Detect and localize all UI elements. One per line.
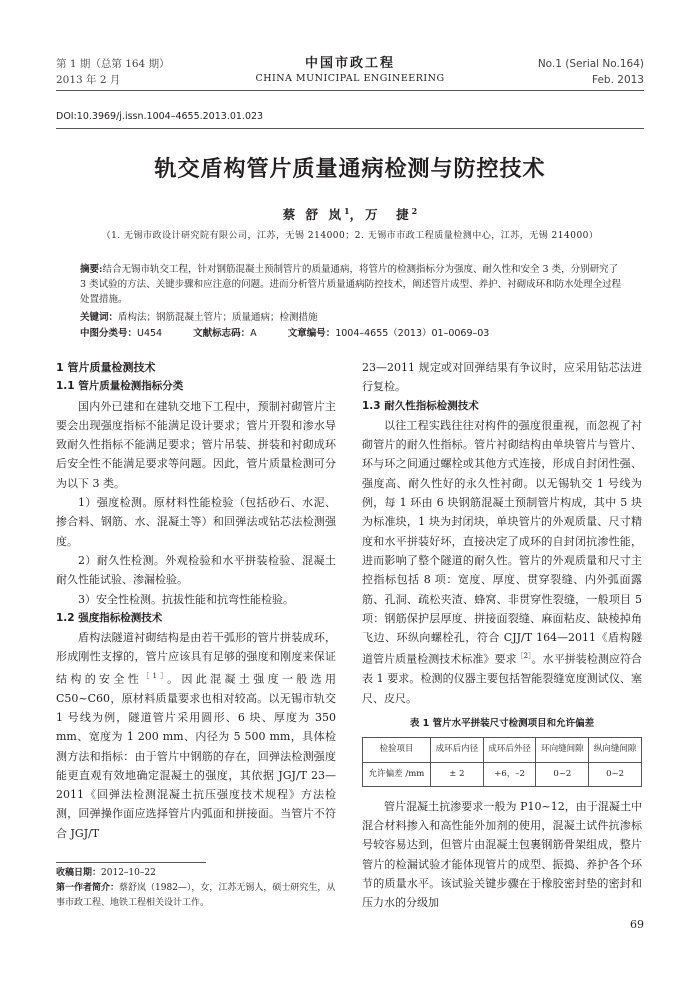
footnote — [56, 866, 341, 911]
citation: ［1］ — [142, 671, 168, 680]
author-name: 蔡 舒 岚 — [282, 207, 345, 222]
data-table — [362, 737, 642, 787]
table-cell: +6，–2 — [483, 762, 536, 786]
author-bio-text: 蔡舒岚（1982—），女，江苏无锡人，硕士研究生，从事市政工程、地铁工程相关设计工作。 — [56, 883, 336, 908]
table-header-row — [363, 738, 642, 762]
table-cell: 允许偏差 /mm — [363, 762, 431, 786]
paragraph: 国内外已建和在建轨交地下工程中，预制衬砌管片主要会出现强度指标不能满足设计要求；管片开裂和渗水导致耐久性指标不能满足要求；管片吊装、拼装和衬砌成环后安全性不能满足要求等问题。因此，管片质量检测可分为以下 3 类。 — [56, 399, 336, 490]
table-header-cell: 环向缝间隙 — [536, 738, 589, 762]
table-cell: 0~2 — [589, 762, 642, 786]
paragraph: 3）安全性检测。抗拔性能和抗弯性能检验。 — [78, 592, 294, 606]
abstract — [80, 262, 625, 307]
table-header-cell: 成环后内径 — [431, 738, 484, 762]
keywords-label: 关键词： — [80, 312, 119, 323]
header-issue-en-block — [538, 56, 644, 88]
footnote-rule — [56, 862, 206, 863]
doi-rule — [56, 128, 644, 129]
article-no-label: 文章编号： — [287, 328, 336, 339]
paragraph-text: 。水平拼装检测应符合表 1 要求。检测的仪器主要包括智能裂缝宽度测试仪、塞尺、皮尺。 — [362, 653, 642, 705]
author-name: 万 捷 — [365, 207, 412, 222]
table-header-cell: 检验项目 — [363, 738, 431, 762]
doc-code-value: A — [250, 328, 257, 339]
paragraph — [362, 416, 642, 708]
classification-line — [80, 326, 625, 341]
received-label: 收稿日期： — [56, 868, 102, 878]
paragraph — [56, 628, 336, 843]
abstract-label: 摘要: — [80, 264, 103, 275]
subsection-heading: 1.3 耐久性指标检测技术 — [362, 399, 479, 412]
received-date — [56, 866, 341, 881]
paragraph: 23—2011 规定或对回弹结果有争议时，应采用钻芯法进行复检。 — [362, 361, 642, 394]
abstract-text: 结合无锡市轨交工程，针对钢筋混凝土预制管片的质量通病，将管片的检测指标分为强度、耐久性和安全 3 类，分别研究了 3 类试验的方法、关键步骤和应注意的问题。进而分析管片质量通病防控技术，阐述管片成型、养护、衬砌成环和防水处理全过程处置措施。 — [80, 264, 622, 305]
clc-value: U454 — [137, 328, 163, 339]
right-column — [362, 358, 642, 913]
paper-title: 轨交盾构管片质量通病检测与防控技术 — [154, 157, 546, 182]
author-bio-label: 第一作者简介： — [56, 883, 120, 893]
subsection-heading: 1.1 管片质量检测指标分类 — [56, 380, 184, 393]
paragraph: 2）耐久性检测。外观检验和水平拼装检验、混凝土耐久性能试验、渗漏检验。 — [56, 553, 336, 587]
header-date-en: Feb. 2013 — [592, 74, 644, 86]
left-column — [56, 358, 336, 843]
table-cell: ± 2 — [431, 762, 484, 786]
header-issue-cn: 第 1 期（总第 164 期） — [56, 58, 170, 70]
author-separator: ， — [349, 207, 366, 222]
paragraph: 管片混凝土抗渗要求一般为 P10~12，由于混凝土中混合材料掺入和高性能外加剂的使用，混凝土试件抗渗标号较容易达到，但管片由混凝土包裹钢筋骨架组成，整片管片的检漏试验才能体现管片的成型、振捣、养护各个环节的质量水平。该试验关键步骤在于橡胶密封垫的密封和压力水的分级加 — [362, 799, 642, 910]
journal-logo: 中国市政工程 — [304, 56, 395, 71]
doc-code-label: 文献标志码： — [193, 328, 251, 339]
paragraph-text: 盾构法隧道衬砌结构是由若干弧形的管片拼装成环，形成刚性支撑的，管片应该具有足够的强度和刚度来保证结构的安全性 — [56, 631, 336, 686]
table-header-cell: 纵向缝间隙 — [589, 738, 642, 762]
page-number: 69 — [630, 918, 644, 931]
author-sup: 2 — [411, 205, 418, 216]
author-sup: 1 — [344, 205, 350, 216]
paragraph: 1）强度检测。原材料性能检验（包括砂石、水泥、掺合料、钢筋、水、混凝土等）和回弹法或钻芯法检测强度。 — [56, 496, 336, 548]
paragraph-text: 以往工程实践往往对构件的强度很重视，而忽视了衬砌管片的耐久性指标。管片衬砌结构由单块管片与管片、环与环之间通过螺栓或其他方式连接，形成自封闭性强、强度高、耐久性好的永久性衬砌。以无锡轨交 1 号线为例，每 1 环由 6 块钢筋混凝土预制管片构成，其中 5 块为标准块，1 块为封闭块，单块管片的外观质量、尺寸精度和水平拼装好坏，直接决定了成环的自封闭抗渗性能，进而影响了整个隧道的耐久性。管片的外观质量和尺寸主控指标包括 8 项：宽度、厚度、贯穿裂缝、内外弧面露筋、孔洞、疏松夹渣、蜂窝、非贯穿性裂缝，一般项目 5 项：钢筋保护层厚度、拼接面裂缝、麻面粘皮、缺棱掉角飞边、环纵向螺栓孔，符合 CJJ/T 164—2011《盾构隧道管片质量检测技术标准》要求 — [362, 418, 642, 667]
author-line — [0, 205, 700, 223]
doi: DOI:10.3969/j.issn.1004–4655.2013.01.023 — [56, 111, 264, 122]
header-issue-en: No.1 (Serial No.164) — [537, 58, 644, 70]
table-caption: 表 1 管片水平拼装尺寸检测项目和允许偏差 — [409, 718, 595, 729]
section-heading: 1 管片质量检测技术 — [56, 361, 156, 374]
keywords — [80, 310, 625, 325]
received-value: 2012–10–22 — [101, 868, 156, 878]
subsection-heading: 1.2 强度指标检测技术 — [56, 611, 163, 624]
citation: ［2］ — [516, 652, 532, 661]
paragraph-text: 。因此混凝土强度一般选用 C50~C60，原材料质量要求也相对较高。以无锡市轨交 1 号线为例，隧道管片采用圆形、6 块、厚度为 350 mm、宽度为 1 200 mm、内径为 5 500 mm，具体检测方法和指标：由于管片中钢筋的存在，回弹法检测强度能更直观有效地确定混凝土的强度，其依据 JGJ/T 23—2011《回弹法检测混凝土抗压强度技术规程》方法检测，回弹操作面应选择管片内弧面和拼接面。当管片不符合 JGJ/T — [56, 672, 336, 840]
table-row — [363, 762, 642, 786]
clc-label: 中图分类号： — [80, 328, 138, 339]
article-no-value: 1004–4655（2013）01–0069–03 — [335, 328, 490, 339]
affiliation: （1. 无锡市政设计研究院有限公司，江苏，无锡 214000；2. 无锡市市政工程质量检测中心，江苏，无锡 214000） — [101, 231, 599, 241]
author-bio — [56, 881, 341, 911]
keywords-text: 盾构法；钢筋混凝土管片；质量通病；检测措施 — [118, 312, 318, 323]
header-rule — [56, 90, 644, 91]
header-date-cn: 2013 年 2 月 — [56, 74, 121, 86]
table-header-cell: 成环后外径 — [483, 738, 536, 762]
table-cell: 0~2 — [536, 762, 589, 786]
journal-name-en: CHINA MUNICIPAL ENGINEERING — [255, 73, 445, 84]
